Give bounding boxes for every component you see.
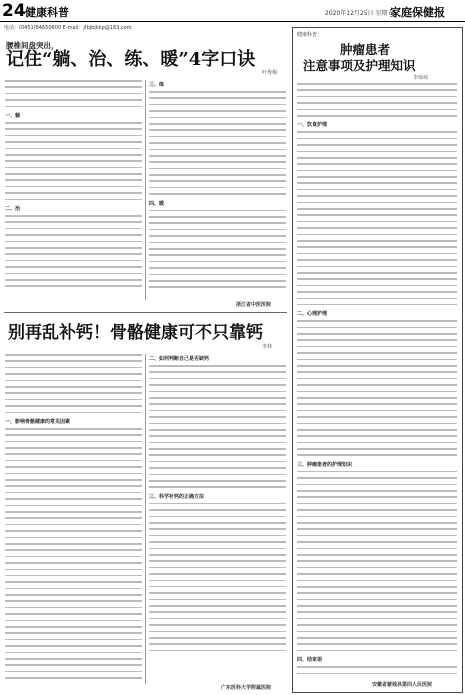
left-subhead-1: 一、躺 (5, 112, 21, 119)
bottom-subhead-2: 二、如何判断自己是否缺钙 (149, 356, 210, 362)
left-subhead-3: 三、练 (149, 82, 165, 88)
right-article-label: 健康科普： (297, 32, 323, 38)
editor-info: 电话：(0451)84650600 E-mail：jtbjbjkkp@163.com (4, 25, 132, 31)
right-article-source: 安徽省蒙城县第四人民医院 (372, 682, 433, 688)
article-separator (4, 312, 287, 313)
bottom-article-source: 广东医科大学附属医院 (221, 685, 272, 691)
page-header (0, 0, 465, 22)
left-article-kicker: 腰椎间盘突出， (6, 41, 59, 50)
right-subhead-2: 二、心理护理 (297, 311, 328, 318)
right-article-kicker: 肿瘤患者 (340, 42, 391, 57)
left-article-source: 浙江省中医医院 (236, 302, 272, 308)
page-number: 24 (2, 1, 26, 21)
bottom-subhead-1: 一、影响骨骼健康的常见因素 (5, 418, 71, 425)
left-article-column-1 (5, 80, 142, 298)
left-subhead-4: 四、暖 (149, 200, 165, 207)
bottom-article-title: 别再乱补钙！骨骼健康可不只靠钙 (8, 323, 263, 343)
left-article-title: 记住“躺、治、练、暖”4字口诀 (6, 49, 256, 70)
right-subhead-1: 一、饮食护理 (297, 122, 328, 129)
right-article-title: 注意事项及护理知识 (303, 58, 416, 73)
bottom-article-column-1 (5, 354, 142, 684)
column-divider (145, 354, 146, 684)
left-article-author: 叶秀梅 (262, 70, 278, 76)
bottom-article-author: 李林 (262, 344, 273, 350)
bottom-article-column-2 (149, 354, 286, 684)
right-subhead-4: 四、结束语 (297, 657, 323, 664)
left-subhead-2: 二、治 (5, 206, 21, 213)
section-title-right: 家庭保健报 (390, 6, 445, 19)
bottom-subhead-3: 三、科学补钙的正确方法 (149, 493, 205, 500)
section-title-left: 健康科普 (25, 6, 69, 19)
header-rule (0, 21, 465, 22)
left-article-column-2 (149, 80, 286, 298)
right-subhead-3: 三、肿瘤患者的护理知识 (297, 461, 353, 468)
right-article-author: 李琼琼 (413, 75, 429, 81)
column-divider (145, 80, 146, 300)
right-article-body (297, 83, 457, 678)
issue-date: 2020年12月25日 星期五 (325, 10, 394, 17)
